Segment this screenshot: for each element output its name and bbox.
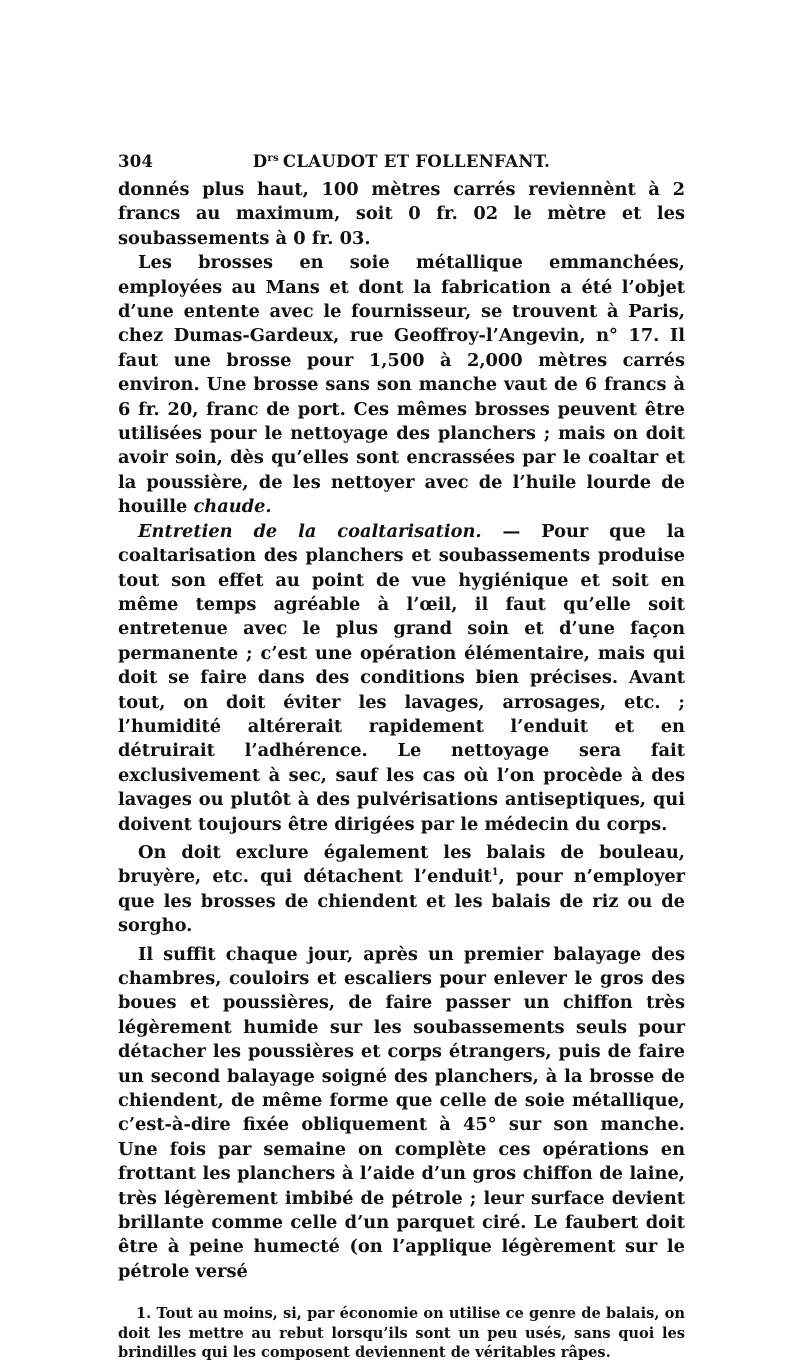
page-header bbox=[118, 148, 685, 176]
italic-chaude: chaude. bbox=[193, 496, 272, 518]
running-title bbox=[118, 152, 685, 171]
book-page bbox=[118, 148, 685, 1363]
paragraph-balais-text-b: , pour n’employer que les brosses de chiendent et les balais de riz ou de sorgho. bbox=[118, 866, 686, 937]
paragraph-balais-text-a: On doit exclure également les balais de bouleau, bruyère, etc. qui détachent l’enduit bbox=[118, 841, 685, 888]
paragraph-entretien-text: — Pour que la coaltarisation des planchers et soubassements produise tout son effet au point de vue hygiénique et soit en même temps agréable à l’œil, il faut qu’elle soit entretenue avec le plus grand soin et d’une façon permanente ; c’est une opération élémentaire, mais qui doit se faire dans des conditions bien précises. Avant tout, on doit éviter les lavages, arrosages, etc. ; l’humidité altérerait rapidement l’enduit et en détruirait l’adhérence. Le nettoyage sera fait exclusivement à sec, sauf les cas où l’on procède à des lavages ou plutôt à des pulvérisations antiseptiques, qui doivent toujours être dirigées par le médecin du corps. bbox=[118, 520, 685, 835]
section-heading-entretien: Entretien de la coaltarisation. bbox=[138, 520, 482, 542]
running-title-text: CLAUDOT ET FOLLENFANT. bbox=[282, 152, 551, 171]
footnotes bbox=[118, 1304, 685, 1363]
footnote-number: 1. bbox=[136, 1305, 152, 1323]
footnote-reference: 1 bbox=[491, 867, 499, 879]
paragraph-entretien bbox=[118, 520, 685, 837]
paragraph-nettoyage: Il suffit chaque jour, après un premier balayage des chambres, couloirs et escaliers pour enlever le gros des boues et poussières, de faire passer un chiffon très légèrement humide sur les soubassements seuls pour détacher les poussières et corps étrangers, puis de faire un second balayage soigné des planchers, à la brosse de chiendent, de même forme que celle de soie métallique, c’est-à-dire fixée obliquement à 45° sur son manche. Une fois par semaine on complète ces opérations en frottant les planchers à l’aide d’un gros chiffon de laine, très légèrement imbibé de pétrole ; leur surface devient brillante comme celle d’un parquet ciré. Le faubert doit être à peine humecté (on l’applique légèrement sur le pétrole versé bbox=[118, 943, 685, 1282]
page-number: 304 bbox=[118, 152, 154, 171]
paragraph-brosses bbox=[118, 251, 685, 519]
body-text bbox=[118, 178, 685, 1284]
running-title-superscript: rs bbox=[267, 153, 279, 164]
footnote-text: Tout au moins, si, par économie on utilise ce genre de balais, on doit les mettre au rebut lorsqu’ils sont un peu usés, sans quoi les brindilles qui les composent deviennent de véritables râpes. bbox=[118, 1305, 685, 1362]
paragraph-continued: donnés plus haut, 100 mètres carrés reviennènt à 2 francs au maximum, soit 0 fr. 02 le mètre et les soubassements à 0 fr. 03. bbox=[118, 179, 685, 249]
paragraph-balais bbox=[118, 841, 685, 939]
paragraph-brosses-text: Les brosses en soie métallique emmanchées, employées au Mans et dont la fabrication a été l’objet d’une entente avec le fournisseur, se trouvent à Paris, chez Dumas-Gardeux, rue Geoffroy-l’Angevin, n° 17. Il faut une brosse pour 1,500 à 2,000 mètres carrés environ. Une brosse sans son manche vaut de 6 francs à 6 fr. 20, franc de port. Ces mêmes brosses peuvent être utilisées pour le nettoyage des planchers ; mais on doit avoir soin, dès qu’elles sont encrassées par le coaltar et la poussière, de les nettoyer avec de l’huile lourde de houille bbox=[118, 252, 685, 518]
running-title-prefix: D bbox=[252, 152, 268, 171]
